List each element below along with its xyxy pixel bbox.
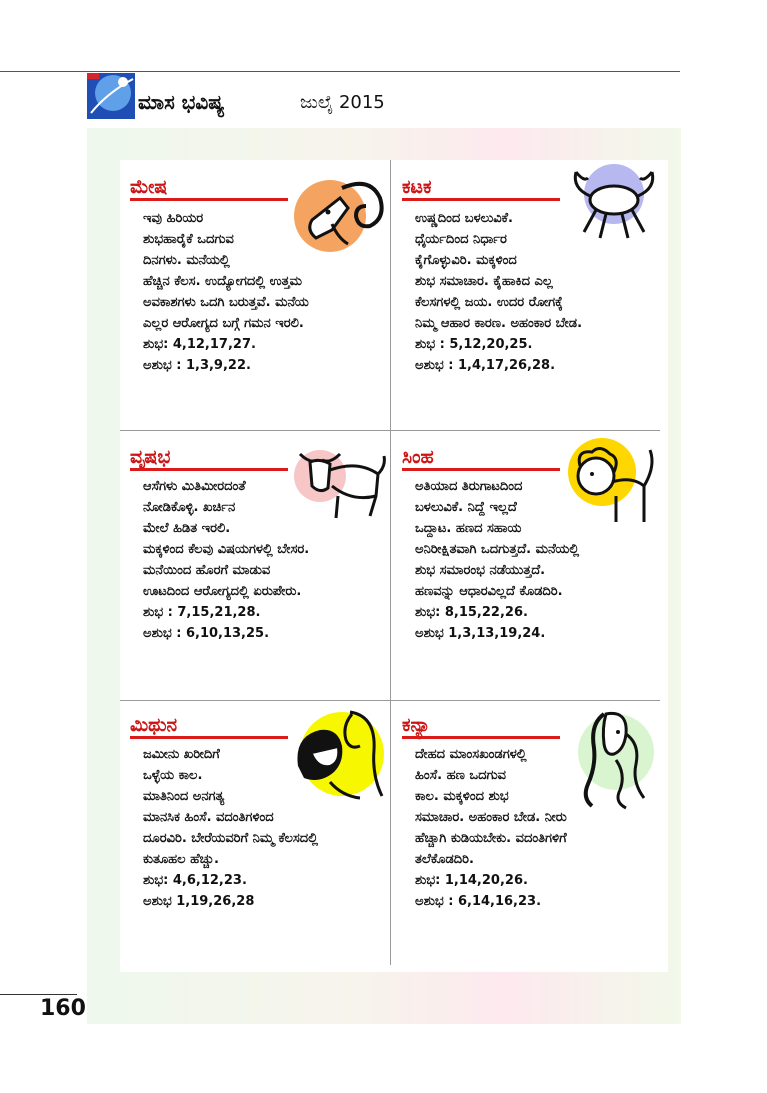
row-divider	[391, 700, 660, 701]
sign-title-mithuna: ಮಿಥುನ	[130, 714, 178, 736]
forecast-line: ಇವು ಹಿರಿಯರ	[143, 211, 204, 226]
forecast-line: ಹೆಚ್ಚಾಗಿ ಕುಡಿಯಬೇಕು. ವದಂತಿಗಳಿಗೆ	[415, 831, 567, 846]
sign-title-kanya: ಕನ್ಯಾ	[402, 714, 431, 736]
forecast-line: ಅತಿಯಾದ ತಿರುಗಾಟದಿಂದ	[415, 479, 523, 494]
sign-underline	[130, 468, 288, 471]
forecast-line: ಅನಿರೀಕ್ಷಿತವಾಗಿ ಒದಗುತ್ತದೆ. ಮನೆಯಲ್ಲಿ	[415, 542, 580, 557]
forecast-line: ನೋಡಿಕೊಳ್ಳಿ. ಖರ್ಚಿನ	[143, 500, 236, 515]
forecast-line: ಹೆಚ್ಚಿನ ಕೆಲಸ. ಉದ್ಯೋಗದಲ್ಲಿ ಉತ್ತಮ	[143, 274, 303, 289]
forecast-line: ಮಾನಸಿಕ ಹಿಂಸೆ. ವದಂತಿಗಳಿಂದ	[143, 810, 274, 825]
unlucky-dates: ಅಶುಭ : 6,10,13,25.	[143, 626, 270, 641]
forecast-line: ದೇಹದ ಮಾಂಸಖಂಡಗಳಲ್ಲಿ	[415, 747, 527, 762]
forecast-line: ಕಾಲ. ಮಕ್ಕಳಿಂದ ಶುಭ	[415, 789, 509, 804]
sign-title-kataka: ಕಟಕ	[402, 176, 432, 198]
sign-title-simha: ಸಿಂಹ	[402, 446, 434, 468]
forecast-line: ಮನೆಯಿಂದ ಹೊರಗೆ ಮಾಡುವ	[143, 563, 271, 578]
lucky-dates: ಶುಭ: 8,15,22,26.	[415, 605, 528, 620]
forecast-line: ಒದ್ದಾಟ. ಹಣದ ಸಹಾಯ	[415, 521, 522, 536]
forecast-line: ಆಸೆಗಳು ಮಿತಿಮೀರದಂತೆ	[143, 479, 246, 494]
forecast-line: ಕೈಗೊಳ್ಳುವಿರಿ. ಮಕ್ಕಳಿಂದ	[415, 253, 517, 268]
forecast-line: ಶುಭ ಸಮಾಚಾರ. ಕೈಹಾಕಿದ ಎಲ್ಲ	[415, 274, 553, 289]
row-divider	[120, 430, 390, 431]
forecast-text	[415, 744, 567, 912]
forecast-line: ಉಷ್ಣದಿಂದ ಬಳಲುವಿಕೆ.	[415, 211, 513, 226]
forecast-line: ಕುತೂಹಲ ಹೆಚ್ಚು.	[143, 852, 219, 867]
forecast-line: ಶುಭ ಸಮಾರಂಭ ನಡೆಯುತ್ತದೆ.	[415, 563, 546, 578]
forecast-text	[415, 208, 582, 376]
forecast-text	[415, 476, 579, 644]
forecast-line: ತಲೆಕೊಡದಿರಿ.	[415, 852, 474, 867]
row-divider	[391, 430, 660, 431]
forecast-text	[143, 208, 309, 376]
lucky-dates: ಶುಭ : 5,12,20,25.	[415, 337, 533, 352]
page-number-rule	[0, 994, 77, 995]
unlucky-dates: ಅಶುಭ : 6,14,16,23.	[415, 894, 542, 909]
forecast-line: ಧೈರ್ಯದಿಂದ ನಿರ್ಧಾರ	[415, 232, 507, 247]
sign-title-mesha: ಮೇಷ	[130, 176, 168, 198]
forecast-line: ಬಳಲುವಿಕೆ. ನಿದ್ದೆ ಇಲ್ಲದೆ	[415, 500, 517, 515]
sign-underline	[402, 198, 560, 201]
sign-underline	[402, 736, 560, 739]
forecast-line: ಮಾತಿನಿಂದ ಅನಗತ್ಯ	[143, 789, 225, 804]
unlucky-dates: ಅಶುಭ 1,19,26,28	[143, 894, 255, 909]
unlucky-dates: ಅಶುಭ : 1,4,17,26,28.	[415, 358, 556, 373]
forecast-line: ದಿನಗಳು. ಮನೆಯಲ್ಲಿ	[143, 253, 230, 268]
forecast-text	[143, 744, 318, 912]
top-rule	[0, 71, 680, 72]
row-divider	[120, 700, 390, 701]
page-number: 160	[40, 996, 86, 1021]
forecast-line: ಮಕ್ಕಳಿಂದ ಕೆಲವು ವಿಷಯಗಳಲ್ಲಿ ಬೇಸರ.	[143, 542, 310, 557]
lucky-dates: ಶುಭ: 4,12,17,27.	[143, 337, 256, 352]
lucky-dates: ಶುಭ: 4,6,12,23.	[143, 873, 247, 888]
forecast-line: ಕೆಲಸಗಳಲ್ಲಿ ಜಯ. ಉದರ ರೋಗಕ್ಕೆ	[415, 295, 563, 310]
sign-title-vrishabha: ವೃಷಭ	[130, 446, 171, 468]
zodiac-logo-icon	[87, 73, 135, 119]
forecast-line: ಹಣವನ್ನು ಆಧಾರವಿಲ್ಲದೆ ಕೊಡದಿರಿ.	[415, 584, 563, 599]
forecast-line: ಎಲ್ಲರ ಆರೋಗ್ಯದ ಬಗ್ಗೆ ಗಮನ ಇರಲಿ.	[143, 316, 304, 331]
forecast-line: ಮೇಲೆ ಹಿಡಿತ ಇರಲಿ.	[143, 521, 231, 536]
unlucky-dates: ಅಶುಭ 1,3,13,19,24.	[415, 626, 546, 641]
sign-underline	[130, 198, 288, 201]
forecast-line: ಹಿಂಸೆ. ಹಣ ಒದಗುವ	[415, 768, 506, 783]
forecast-line: ಅವಕಾಶಗಳು ಒದಗಿ ಬರುತ್ತವೆ. ಮನೆಯ	[143, 295, 309, 310]
forecast-text	[143, 476, 309, 644]
forecast-line: ಜಮೀನು ಖರೀದಿಗೆ	[143, 747, 220, 762]
unlucky-dates: ಅಶುಭ : 1,3,9,22.	[143, 358, 251, 373]
sign-underline	[130, 736, 288, 739]
column-divider	[390, 160, 391, 965]
sign-underline	[402, 468, 560, 471]
forecast-line: ಶುಭಹಾರೈಕೆ ಒದಗುವ	[143, 232, 234, 247]
forecast-line: ಸಮಾಚಾರ. ಅಹಂಕಾರ ಬೇಡ. ನೀರು	[415, 810, 567, 825]
page-title: ಮಾಸ ಭವಿಷ್ಯ	[138, 90, 225, 114]
forecast-line: ದೂರವಿರಿ. ಬೇರೆಯವರಿಗೆ ನಿಮ್ಮ ಕೆಲಸದಲ್ಲಿ	[143, 831, 319, 846]
lucky-dates: ಶುಭ: 1,14,20,26.	[415, 873, 528, 888]
forecast-line: ಊಟದಿಂದ ಆರೋಗ್ಯದಲ್ಲಿ ಏರುಪೇರು.	[143, 584, 302, 599]
issue-date: ಜುಲೈ 2015	[300, 92, 385, 113]
forecast-line: ಒಳ್ಳೆಯ ಕಾಲ.	[143, 768, 203, 783]
lucky-dates: ಶುಭ : 7,15,21,28.	[143, 605, 261, 620]
lion-icon	[566, 436, 664, 528]
virgo-maiden-icon	[570, 704, 662, 810]
forecast-line: ನಿಮ್ಮ ಆಹಾರ ಕಾರಣ. ಅಹಂಕಾರ ಬೇಡ.	[415, 316, 583, 331]
